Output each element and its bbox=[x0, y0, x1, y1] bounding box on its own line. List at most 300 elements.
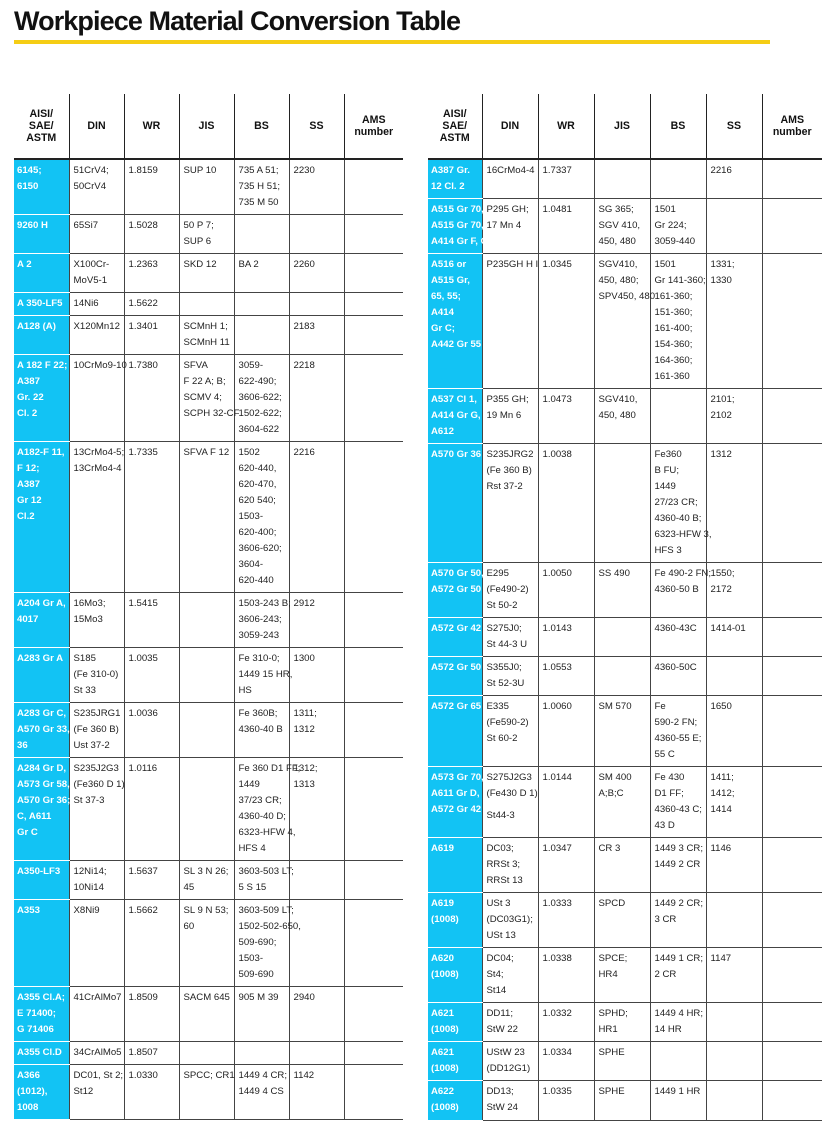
cell-text: 735 H 51; bbox=[238, 181, 281, 192]
cell-text: 1449 4 HR; bbox=[654, 1008, 704, 1019]
cell-text: A182-F 11, bbox=[17, 447, 65, 458]
cell-wr bbox=[538, 948, 594, 1003]
cell-ams-number bbox=[762, 1081, 822, 1121]
cell-text: 1311; bbox=[293, 708, 317, 719]
table-row bbox=[428, 199, 822, 254]
header-text: number bbox=[354, 126, 394, 138]
cell-text: 6145; bbox=[17, 165, 42, 176]
header-text: AISI/ bbox=[29, 108, 54, 120]
table-row bbox=[14, 442, 403, 593]
header-wr bbox=[124, 94, 179, 159]
cell-text: SPCC; CR1 bbox=[183, 1070, 235, 1081]
cell-bs bbox=[234, 442, 289, 593]
cell-text: A;B;C bbox=[598, 788, 624, 799]
cell-ams-number bbox=[344, 442, 403, 593]
cell-text: A611 Gr D, bbox=[431, 788, 480, 799]
cell-din bbox=[69, 758, 124, 861]
cell-text: 60 bbox=[183, 921, 195, 932]
cell-text: A621 bbox=[431, 1047, 454, 1058]
header-text: BS bbox=[254, 120, 269, 132]
cell-text: A570 Gr 36 bbox=[431, 449, 482, 460]
cell-text: StW 24 bbox=[486, 1102, 518, 1113]
cell-text: SGV410, bbox=[598, 259, 638, 270]
cell-ss bbox=[706, 444, 762, 563]
cell-text: F 12; bbox=[17, 463, 40, 474]
header-text: SAE/ bbox=[442, 120, 468, 132]
cell-text: 2102 bbox=[710, 410, 732, 421]
cell-text: RRSt 13 bbox=[486, 875, 523, 886]
cell-text: Gr 141-360; bbox=[654, 275, 706, 286]
table-row bbox=[428, 389, 822, 444]
cell-wr bbox=[124, 254, 179, 293]
cell-text: 50CrV4 bbox=[73, 181, 107, 192]
cell-din bbox=[482, 767, 538, 838]
cell-text: Cl. 2 bbox=[17, 408, 38, 419]
cell-jis bbox=[594, 444, 650, 563]
cell-text: S235J2G3 bbox=[73, 763, 119, 774]
cell-ams-number bbox=[762, 1042, 822, 1081]
cell-text: SGV410, bbox=[598, 394, 638, 405]
cell-text: 1502-502-650, bbox=[238, 921, 301, 932]
cell-din bbox=[482, 389, 538, 444]
cell-ams-number bbox=[762, 838, 822, 893]
cell-text: 1449 3 CR; bbox=[654, 843, 704, 854]
cell-text: HFS 4 bbox=[238, 843, 266, 854]
cell-text: 1331; bbox=[710, 259, 735, 270]
cell-aisi-sae-astm bbox=[428, 1042, 482, 1081]
cell-ss bbox=[706, 563, 762, 618]
cell-text: A 182 F 22; bbox=[17, 360, 68, 371]
cell-text: A516 or bbox=[431, 259, 467, 270]
cell-text: 1.0553 bbox=[542, 662, 572, 673]
cell-din bbox=[482, 1081, 538, 1121]
cell-ams-number bbox=[344, 316, 403, 355]
cell-text: USt 13 bbox=[486, 930, 516, 941]
cell-text: 4017 bbox=[17, 614, 39, 625]
cell-din bbox=[69, 861, 124, 900]
cell-text: 450, 480 bbox=[598, 236, 636, 247]
header-text: SAE/ bbox=[28, 120, 54, 132]
cell-aisi-sae-astm bbox=[14, 593, 69, 648]
cell-ss bbox=[289, 758, 344, 861]
cell-text: 1449 2 CR bbox=[654, 859, 701, 870]
cell-wr bbox=[124, 293, 179, 316]
cell-jis bbox=[179, 900, 234, 987]
cell-text: A387 bbox=[17, 479, 40, 490]
table-row bbox=[428, 657, 822, 696]
cell-text: 1449 1 CR; bbox=[654, 953, 704, 964]
cell-ams-number bbox=[344, 1042, 403, 1065]
cell-bs bbox=[650, 563, 712, 618]
cell-text: 14Ni6 bbox=[73, 298, 99, 309]
cell-text: 1.0338 bbox=[542, 953, 572, 964]
cell-text: SCMnH 11 bbox=[183, 337, 230, 348]
cell-text: SM 570 bbox=[598, 701, 632, 712]
cell-text: 1502 bbox=[238, 447, 260, 458]
header-row bbox=[428, 94, 822, 159]
header-ss bbox=[289, 94, 344, 159]
cell-ams-number bbox=[344, 1065, 403, 1120]
cell-text: A622 bbox=[431, 1086, 454, 1097]
cell-bs bbox=[234, 900, 301, 987]
cell-text: A620 bbox=[431, 953, 454, 964]
cell-wr bbox=[538, 838, 594, 893]
cell-ss bbox=[289, 254, 344, 293]
cell-din bbox=[482, 948, 538, 1003]
cell-text: 1.5637 bbox=[128, 866, 158, 877]
cell-text: 622-490; bbox=[238, 376, 277, 387]
header-text: number bbox=[772, 126, 812, 138]
cell-text: 1.0144 bbox=[542, 772, 572, 783]
table-row bbox=[428, 767, 822, 838]
cell-text: 905 M 39 bbox=[238, 992, 279, 1003]
cell-text: A387 bbox=[17, 376, 40, 387]
cell-text: (1008) bbox=[431, 1063, 459, 1074]
cell-jis bbox=[594, 948, 650, 1003]
cell-wr bbox=[124, 648, 179, 703]
cell-text: 1650 bbox=[710, 701, 732, 712]
cell-text: 1503- bbox=[238, 953, 264, 964]
cell-text: G 71406 bbox=[17, 1024, 54, 1035]
cell-bs bbox=[650, 199, 706, 254]
cell-wr bbox=[124, 1065, 179, 1120]
cell-text: 1501 bbox=[654, 259, 676, 270]
cell-din bbox=[482, 199, 538, 254]
cell-text: 1.0330 bbox=[128, 1070, 158, 1081]
cell-bs bbox=[650, 389, 706, 444]
cell-text: 1.5028 bbox=[128, 220, 158, 231]
cell-aisi-sae-astm bbox=[14, 254, 69, 293]
cell-text: Fe 310-0; bbox=[238, 653, 280, 664]
cell-text: St 52-3U bbox=[486, 678, 525, 689]
cell-bs bbox=[650, 696, 706, 767]
cell-jis bbox=[179, 987, 234, 1042]
table-row bbox=[428, 618, 822, 657]
cell-text: 590-2 FN; bbox=[654, 717, 698, 728]
cell-text: 43 D bbox=[654, 820, 675, 831]
cell-text: (Fe 360 B) bbox=[486, 465, 532, 476]
cell-text: 1.8509 bbox=[128, 992, 158, 1003]
cell-bs bbox=[234, 861, 294, 900]
cell-text: A572 Gr 50 bbox=[431, 584, 482, 595]
cell-text: 1503- bbox=[238, 511, 264, 522]
cell-jis bbox=[594, 563, 650, 618]
cell-text: A 2 bbox=[17, 259, 32, 270]
cell-text: Rst 37-2 bbox=[486, 481, 523, 492]
cell-aisi-sae-astm bbox=[14, 861, 69, 900]
cell-ams-number bbox=[344, 254, 403, 293]
cell-wr bbox=[538, 893, 594, 948]
cell-text: SACM 645 bbox=[183, 992, 230, 1003]
cell-text: 3603-509 LT; bbox=[238, 905, 294, 916]
cell-ams-number bbox=[762, 254, 822, 389]
cell-ss bbox=[289, 293, 344, 316]
cell-jis bbox=[594, 389, 650, 444]
cell-din bbox=[482, 618, 538, 657]
cell-text: A387 Gr. bbox=[431, 165, 470, 176]
cell-text: CR 3 bbox=[598, 843, 621, 854]
cell-text: 4360-55 E; bbox=[654, 733, 702, 744]
cell-text: 1.0143 bbox=[542, 623, 572, 634]
cell-text: 509-690 bbox=[238, 969, 274, 980]
cell-text: (DC03G1); bbox=[486, 914, 533, 925]
cell-text: 1449 bbox=[238, 779, 260, 790]
cell-text: 2940 bbox=[293, 992, 315, 1003]
cell-text: (1008) bbox=[431, 969, 459, 980]
cell-text: A572 Gr 42 bbox=[431, 623, 482, 634]
cell-text: 450, 480 bbox=[598, 410, 636, 421]
header-ams-number bbox=[762, 94, 822, 159]
cell-jis bbox=[179, 861, 234, 900]
cell-din bbox=[69, 316, 124, 355]
cell-aisi-sae-astm bbox=[428, 696, 482, 767]
cell-text: SL 9 N 53; bbox=[183, 905, 229, 916]
cell-ams-number bbox=[762, 696, 822, 767]
cell-text: A515 Gr 70, bbox=[431, 204, 484, 215]
cell-aisi-sae-astm bbox=[14, 703, 69, 758]
cell-text: (Fe430 D 1) bbox=[486, 788, 538, 799]
cell-text: 9260 H bbox=[17, 220, 48, 231]
cell-wr bbox=[538, 618, 594, 657]
cell-jis bbox=[594, 838, 650, 893]
cell-aisi-sae-astm bbox=[14, 355, 69, 442]
cell-jis bbox=[594, 1081, 650, 1121]
cell-din bbox=[482, 444, 538, 563]
cell-text: SPHE bbox=[598, 1086, 625, 1097]
cell-text: DC01, St 2; bbox=[73, 1070, 124, 1081]
cell-text: 164-360; bbox=[654, 355, 693, 366]
cell-text: 1.0332 bbox=[542, 1008, 572, 1019]
cell-text: 509-690; bbox=[238, 937, 277, 948]
cell-ams-number bbox=[344, 900, 403, 987]
cell-text: A573 Gr 70, bbox=[431, 772, 484, 783]
cell-text: Fe 430 bbox=[654, 772, 685, 783]
cell-text: 1147 bbox=[710, 953, 732, 964]
cell-text: A 350-LF5 bbox=[17, 298, 63, 309]
table-row bbox=[14, 159, 403, 215]
cell-wr bbox=[124, 316, 179, 355]
cell-jis bbox=[179, 159, 234, 215]
cell-din bbox=[482, 838, 538, 893]
cell-text: DD11; bbox=[486, 1008, 513, 1019]
cell-text: 1.5622 bbox=[128, 298, 158, 309]
cell-text: S235JRG2 bbox=[486, 449, 534, 460]
cell-ams-number bbox=[762, 444, 822, 563]
cell-text: A283 Gr A bbox=[17, 653, 64, 664]
cell-bs bbox=[650, 1003, 706, 1042]
cell-din bbox=[69, 987, 124, 1042]
cell-text: A355 Cl.A; bbox=[17, 992, 65, 1003]
cell-ss bbox=[289, 861, 344, 900]
cell-text: SKD 12 bbox=[183, 259, 217, 270]
cell-text: 1.3401 bbox=[128, 321, 158, 332]
cell-ss bbox=[706, 657, 762, 696]
cell-bs bbox=[234, 1042, 289, 1065]
cell-bs bbox=[234, 293, 289, 316]
cell-ams-number bbox=[344, 159, 403, 215]
cell-din bbox=[69, 442, 124, 593]
cell-text: StW 22 bbox=[486, 1024, 518, 1035]
cell-text: 6323-HFW 3, bbox=[654, 529, 712, 540]
cell-text: Gr C bbox=[17, 827, 38, 838]
cell-text: Fe bbox=[654, 701, 666, 712]
cell-text: D1 FF; bbox=[654, 788, 684, 799]
header-text: BS bbox=[670, 120, 686, 132]
cell-text: 14 HR bbox=[654, 1024, 682, 1035]
cell-text: E335 bbox=[486, 701, 509, 712]
header-text: AMS bbox=[780, 114, 805, 126]
cell-text: C, A611 bbox=[17, 811, 52, 822]
cell-aisi-sae-astm bbox=[14, 159, 69, 215]
cell-aisi-sae-astm bbox=[428, 389, 482, 444]
cell-text: 1312 bbox=[710, 449, 732, 460]
cell-text: 1502-622; bbox=[238, 408, 282, 419]
table-row bbox=[14, 987, 403, 1042]
cell-text: S275J2G3 bbox=[486, 772, 532, 783]
table-row bbox=[14, 215, 403, 254]
table-row bbox=[428, 159, 822, 199]
cell-ams-number bbox=[344, 593, 403, 648]
cell-wr bbox=[124, 593, 179, 648]
cell-text: A619 bbox=[431, 843, 454, 854]
cell-text: 5 S 15 bbox=[238, 882, 267, 893]
header-text: WR bbox=[142, 120, 161, 132]
cell-ss bbox=[289, 648, 344, 703]
table-row bbox=[428, 563, 822, 618]
cell-text: SCMV 4; bbox=[183, 392, 222, 403]
cell-bs bbox=[650, 657, 706, 696]
cell-text: 65, 55; bbox=[431, 291, 461, 302]
cell-text: St4; bbox=[486, 969, 504, 980]
cell-din bbox=[69, 293, 124, 316]
cell-aisi-sae-astm bbox=[428, 159, 482, 199]
cell-wr bbox=[538, 1081, 594, 1121]
cell-text: 2101; bbox=[710, 394, 735, 405]
cell-text: SPCE; bbox=[598, 953, 628, 964]
cell-text: UStW 23 bbox=[486, 1047, 525, 1058]
cell-text: Gr. 22 bbox=[17, 392, 44, 403]
cell-wr bbox=[124, 1042, 179, 1065]
cell-text: A572 Gr 42 bbox=[431, 804, 482, 815]
cell-ss bbox=[289, 703, 344, 758]
cell-text: 1550; bbox=[710, 568, 735, 579]
cell-text: St 44-3 U bbox=[486, 639, 528, 650]
cell-ams-number bbox=[344, 215, 403, 254]
cell-din bbox=[482, 1003, 538, 1042]
cell-wr bbox=[538, 389, 594, 444]
cell-ss bbox=[706, 1081, 762, 1121]
cell-text: Fe 360 D1 FF; bbox=[238, 763, 301, 774]
cell-bs bbox=[650, 444, 712, 563]
cell-aisi-sae-astm bbox=[428, 767, 482, 838]
cell-ss bbox=[706, 838, 762, 893]
cell-text: 55 C bbox=[654, 749, 675, 760]
header-text: JIS bbox=[614, 120, 630, 132]
cell-text: A570 Gr 36; bbox=[17, 795, 71, 806]
cell-aisi-sae-astm bbox=[14, 316, 69, 355]
cell-text: 1449 4 CR; bbox=[238, 1070, 288, 1081]
cell-text: 2912 bbox=[293, 598, 315, 609]
cell-text: 1.0481 bbox=[542, 204, 572, 215]
cell-jis bbox=[179, 442, 234, 593]
cell-wr bbox=[538, 1042, 594, 1081]
cell-text: Gr 224; bbox=[654, 220, 687, 231]
cell-ams-number bbox=[762, 1003, 822, 1042]
cell-text: 37/23 CR; bbox=[238, 795, 282, 806]
cell-text: (DD12G1) bbox=[486, 1063, 531, 1074]
header-aisi-sae-astm bbox=[428, 94, 482, 159]
cell-jis bbox=[179, 316, 234, 355]
cell-ss bbox=[289, 215, 344, 254]
cell-bs bbox=[650, 767, 706, 838]
cell-ss bbox=[289, 355, 344, 442]
cell-din bbox=[69, 703, 124, 758]
cell-text: SM 400 bbox=[598, 772, 632, 783]
cell-aisi-sae-astm bbox=[428, 254, 482, 389]
cell-din bbox=[69, 900, 124, 987]
table-row bbox=[14, 316, 403, 355]
cell-text: St14 bbox=[486, 985, 507, 996]
cell-aisi-sae-astm bbox=[428, 199, 489, 254]
header-bs bbox=[650, 94, 706, 159]
cell-bs bbox=[234, 593, 289, 648]
cell-text: A350-LF3 bbox=[17, 866, 61, 877]
cell-text: RRSt 3; bbox=[486, 859, 521, 870]
cell-text: 1330 bbox=[710, 275, 732, 286]
table-row bbox=[428, 444, 822, 563]
cell-text: 1449 4 CS bbox=[238, 1086, 284, 1097]
cell-text: St 33 bbox=[73, 685, 96, 696]
header-bs bbox=[234, 94, 289, 159]
cell-din bbox=[69, 215, 124, 254]
cell-text: E 71400; bbox=[17, 1008, 56, 1019]
cell-text: 10CrMo9-10 bbox=[73, 360, 127, 371]
header-din bbox=[69, 94, 124, 159]
cell-text: A283 Gr C, bbox=[17, 708, 67, 719]
cell-text: 1.0116 bbox=[128, 763, 158, 774]
cell-ams-number bbox=[762, 657, 822, 696]
cell-text: 620 540; bbox=[238, 495, 276, 506]
cell-aisi-sae-astm bbox=[428, 618, 482, 657]
cell-text: 1.5415 bbox=[128, 598, 158, 609]
cell-text: SPHD; bbox=[598, 1008, 628, 1019]
cell-din bbox=[482, 696, 538, 767]
cell-din bbox=[69, 159, 124, 215]
cell-text: A619 bbox=[431, 898, 454, 909]
cell-text: A128 (A) bbox=[17, 321, 56, 332]
cell-text: SFVA F 12 bbox=[183, 447, 230, 458]
cell-text: 10Ni14 bbox=[73, 882, 104, 893]
cell-aisi-sae-astm bbox=[428, 893, 482, 948]
cell-aisi-sae-astm bbox=[428, 838, 482, 893]
cell-jis bbox=[594, 696, 650, 767]
cell-jis bbox=[594, 1042, 650, 1081]
cell-jis bbox=[179, 593, 234, 648]
table-row bbox=[428, 838, 822, 893]
cell-text: 1.0334 bbox=[542, 1047, 572, 1058]
cell-jis bbox=[179, 703, 234, 758]
cell-ams-number bbox=[344, 861, 403, 900]
header-row bbox=[14, 94, 403, 159]
cell-text: Gr C; bbox=[431, 323, 455, 334]
header-text: ASTM bbox=[439, 132, 470, 144]
cell-ams-number bbox=[344, 648, 403, 703]
header-wr bbox=[538, 94, 594, 159]
cell-text: DC04; bbox=[486, 953, 514, 964]
cell-text: 1.7335 bbox=[128, 447, 158, 458]
table-row bbox=[14, 1042, 403, 1065]
table-row bbox=[14, 293, 403, 316]
